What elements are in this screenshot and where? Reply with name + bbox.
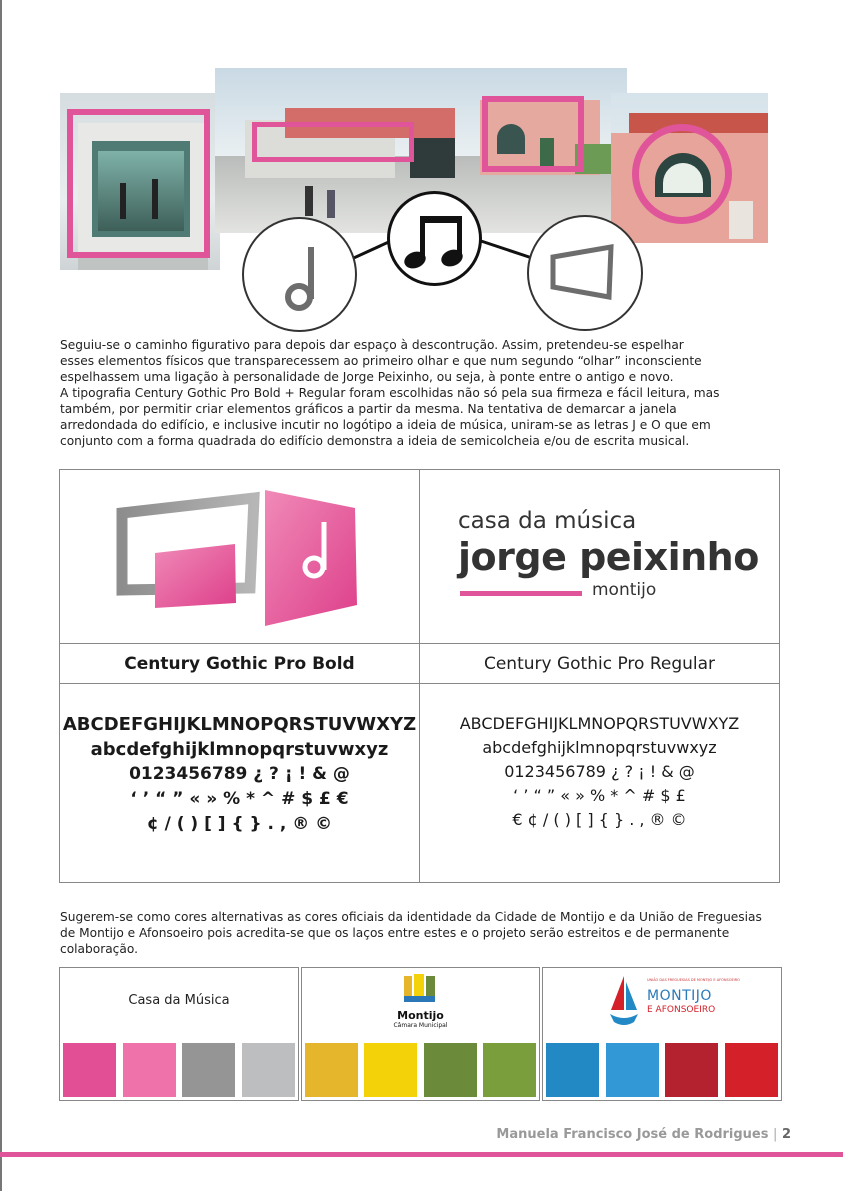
palette-uniao-freguesias (542, 967, 782, 1101)
wordmark-montijo: montijo (592, 580, 657, 600)
montijo-emblem-icon (396, 972, 446, 1006)
intro-line: esses elementos físicos que transparecessem ao primeiro olhar e que num segundo “olhar” inconsciente (60, 354, 702, 368)
colors-line: Sugerem-se como cores alternativas as cores oficiais da identidade da Cidade de Montijo e da União de Freguesias (60, 910, 762, 924)
color-swatch (123, 1043, 176, 1097)
logo-symbol-cell (60, 470, 420, 643)
color-swatch (182, 1043, 235, 1097)
hero-collage (0, 0, 843, 330)
window-outline-icon (529, 217, 641, 329)
wordmark-casa-da-musica: casa da música (458, 508, 637, 534)
casa-da-musica-logo-symbol (60, 470, 420, 643)
letter-d-icon (244, 219, 355, 330)
montijo-logo-name: Montijo (397, 1009, 444, 1022)
specimen-line: ¢ / ( ) [ ] { } . , ® © (146, 814, 333, 834)
footer-author: Manuela Francisco José de Rodrigues (496, 1127, 769, 1142)
uniao-line1: MONTIJO (647, 988, 712, 1004)
bold-specimen (60, 684, 420, 882)
intro-paragraph (60, 337, 780, 449)
wordmark-pink-bar (460, 591, 582, 596)
footer-pink-rule (0, 1152, 843, 1157)
color-swatch (606, 1043, 659, 1097)
uniao-logo (607, 974, 740, 1034)
palette-title: Casa da Música (128, 993, 230, 1008)
intro-line: conjunto com a forma quadrada do edifício demonstra a ideia de semicolcheia e/ou de escrita musical. (60, 434, 690, 448)
colors-paragraph (60, 909, 780, 957)
footer-separator: | (773, 1127, 778, 1142)
intro-line: Seguiu-se o caminho figurativo para depois dar espaço à descontrução. Assim, pretendeu-se espelhar (60, 338, 684, 352)
color-swatch (725, 1043, 778, 1097)
palette-casa-da-musica (59, 967, 299, 1101)
color-swatch (483, 1043, 536, 1097)
uniao-line2: E AFONSOEIRO (647, 1005, 716, 1015)
sailboat-emblem-icon (607, 974, 641, 1030)
specimen-line: ‘ ’ “ ” « » % * ^ # $ £ (513, 786, 686, 805)
font-label-bold: Century Gothic Pro Bold (60, 643, 420, 684)
color-swatch (424, 1043, 477, 1097)
swatch-row (305, 1043, 536, 1097)
colors-line: colaboração. (60, 942, 138, 956)
specimen-line: abcdefghijklmnopqrstuvwxyz (482, 738, 717, 757)
color-swatch (305, 1043, 358, 1097)
intro-line: espelhassem uma ligação à personalidade de Jorge Peixinho, ou seja, à ponte entre o antigo e novo. (60, 370, 674, 384)
specimen-line: € ¢ / ( ) [ ] { } . , ® © (512, 810, 687, 829)
colors-line: de Montijo e Afonsoeiro pois acredita-se que os laços entre estes e o projeto serão estreitos e de permanente (60, 926, 730, 940)
specimen-line: ‘ ’ “ ” « » % * ^ # $ £ € (130, 789, 349, 809)
music-notes-circle (387, 191, 482, 286)
intro-line: A tipografia Century Gothic Pro Bold + Regular foram escolhidas não só pela sua firmeza e fácil leitura, mas (60, 386, 720, 400)
specimen-line: ABCDEFGHIJKLMNOPQRSTUVWXYZ (62, 714, 417, 735)
specimen-line: 0123456789 ¿ ? ¡ ! & @ (504, 762, 695, 781)
font-label-regular: Century Gothic Pro Regular (420, 643, 779, 684)
specimen-line: 0123456789 ¿ ? ¡ ! & @ (129, 764, 350, 784)
intro-line: arredondada do edifício, e inclusive incutir no logótipo a ideia de música, uniram-se as letras J e O que em (60, 418, 711, 432)
swatch-row (63, 1043, 295, 1097)
page-footer (496, 1127, 791, 1142)
window-shape-circle (527, 215, 643, 331)
beamed-notes-icon (390, 194, 479, 283)
brand-typography-table (59, 469, 780, 883)
montijo-logo (302, 972, 539, 1030)
wordmark-jorge-peixinho: jorge peixinho (458, 535, 759, 579)
uniao-small-text: UNIÃO DAS FREGUESIAS DE MONTIJO E AFONSOEIRO (647, 978, 740, 982)
swatch-row (546, 1043, 778, 1097)
palette-montijo (301, 967, 540, 1101)
page-number: 2 (781, 1127, 791, 1142)
montijo-logo-sub: Câmara Municipal (393, 1022, 448, 1029)
color-swatch (364, 1043, 417, 1097)
color-swatch (63, 1043, 116, 1097)
specimen-line: abcdefghijklmnopqrstuvwxyz (90, 739, 389, 760)
intro-line: também, por permitir criar elementos gráficos a partir da mesma. Na tentativa de demarcar a janela (60, 402, 677, 416)
color-swatch (242, 1043, 295, 1097)
regular-specimen (420, 684, 779, 882)
specimen-line: ABCDEFGHIJKLMNOPQRSTUVWXYZ (459, 714, 740, 733)
wordmark-cell (420, 470, 779, 643)
color-swatch (546, 1043, 599, 1097)
color-swatch (665, 1043, 718, 1097)
letter-d-circle (242, 217, 357, 332)
